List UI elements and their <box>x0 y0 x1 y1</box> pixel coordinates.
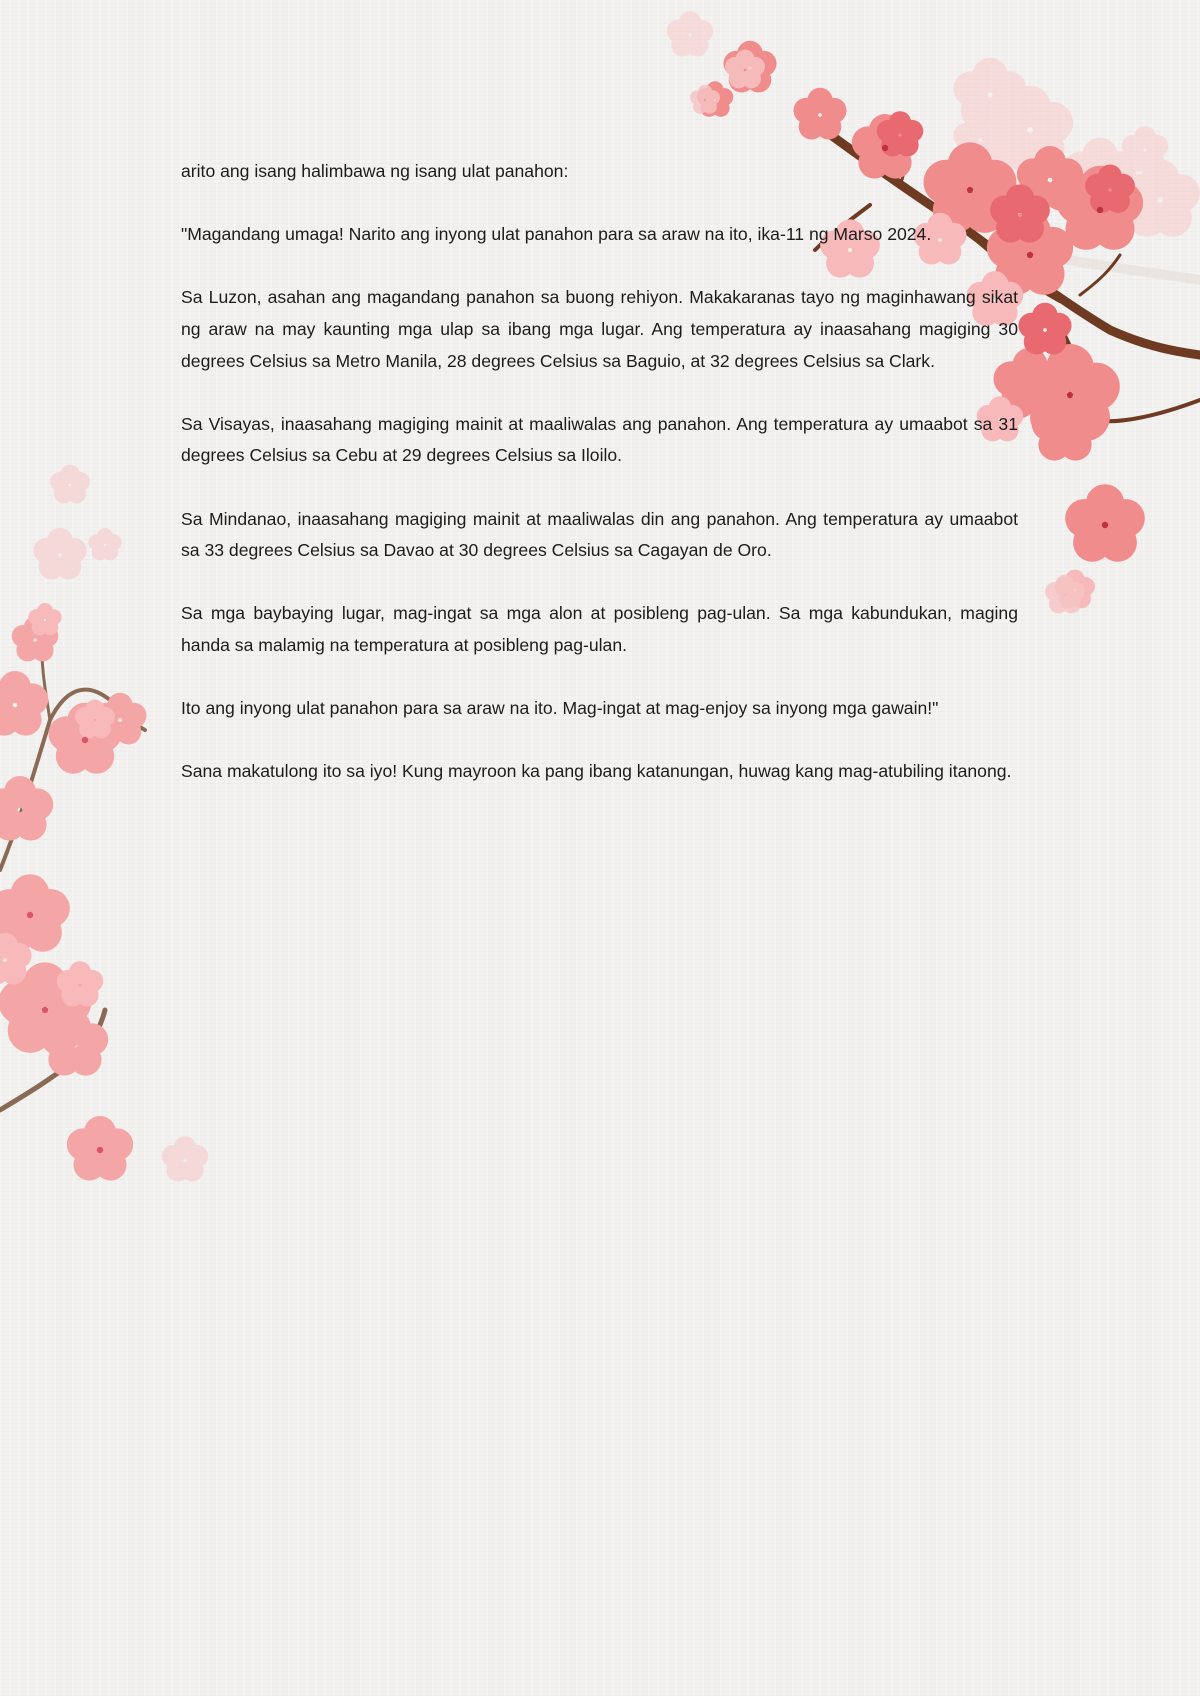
coastal-paragraph: Sa mga baybaying lugar, mag-ingat sa mga alon at posibleng pag-ulan. Sa mga kabundukan, maging handa sa malamig na temperatura at posibleng pag-ulan. <box>181 603 1018 655</box>
intro-paragraph: arito ang isang halimbawa ng isang ulat panahon: <box>181 161 569 181</box>
closing-paragraph: Ito ang inyong ulat panahon para sa araw na ito. Mag-ingat at mag-enjoy sa inyong mga gawain!" <box>181 698 939 719</box>
weather-report-text <box>181 156 1018 819</box>
visayas-paragraph: Sa Visayas, inaasahang magiging mainit at maaliwalas ang panahon. Ang temperatura ay umaabot sa 31 degrees Celsius sa Cebu at 29 degrees Celsius sa Iloilo. <box>181 413 1018 466</box>
greeting-paragraph: "Magandang umaga! Narito ang inyong ulat panahon para sa araw na ito, ika-11 ng Marso 2024. <box>181 224 932 245</box>
sign-off-paragraph: Sana makatulong ito sa iyo! Kung mayroon ka pang ibang katanungan, huwag kang mag-atubiling itanong. <box>181 761 1012 782</box>
mindanao-paragraph: Sa Mindanao, inaasahang magiging mainit at maaliwalas din ang panahon. Ang temperatura ay umaabot sa 33 degrees Celsius sa Davao at 30 degrees Celsius sa Cagayan de Oro. <box>181 508 1018 561</box>
cherry-blossom-branch-left-icon <box>0 465 208 1182</box>
luzon-paragraph: Sa Luzon, asahan ang magandang panahon sa buong rehiyon. Makakaranas tayo ng maginhawang sikat ng araw na may kaunting mga ulap sa ibang mga lugar. Ang temperatura ay inaasahang magiging 30 degrees Celsius sa Metro Manila, 28 degrees Celsius sa Baguio, at 32 degrees Celsius sa Clark. <box>181 287 1018 371</box>
